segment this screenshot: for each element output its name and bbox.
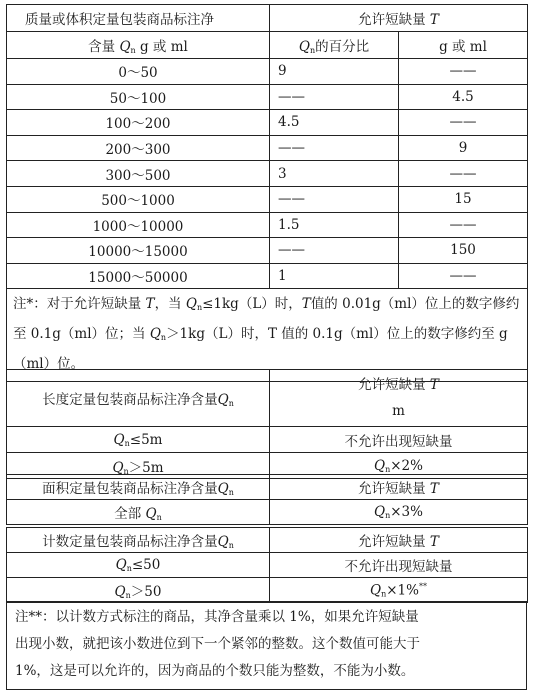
condition-text: ≤50: [131, 557, 161, 573]
t-symbol: T: [429, 534, 439, 550]
range-cell: 100～200: [7, 110, 270, 136]
value-text: ×3%: [390, 504, 423, 520]
table-row: [7, 553, 528, 578]
qn-subscript: n: [160, 333, 167, 343]
qn-subscript: n: [124, 438, 130, 448]
g-cell: 15: [399, 186, 528, 212]
g-cell: 4.5: [399, 84, 528, 110]
range-cell: 15000～50000: [7, 263, 270, 289]
count-rounding-note-box: [6, 601, 527, 690]
header-quantity-cell: [7, 5, 270, 32]
shortfall-label: 允许短缺量: [358, 534, 426, 550]
qn-symbol: Q: [370, 582, 382, 599]
table-row: [7, 186, 528, 212]
note-line: 1%，这是可以允许的，因为商品的个数只能为整数，不能为小数。: [15, 663, 415, 679]
length-header-label: 长度定量包装商品标注净含量: [42, 392, 218, 408]
condition-cell: [7, 500, 270, 525]
g-cell: ——: [399, 110, 528, 136]
subheader-g-cell: [399, 32, 528, 59]
value-cell: 不允许出现短缺量: [270, 553, 528, 578]
qn-symbol: Q: [113, 431, 125, 448]
subheader-percent-cell: [270, 32, 399, 59]
count-table: [6, 527, 528, 603]
range-cell: 300～500: [7, 161, 270, 187]
qn-symbol: Q: [217, 481, 229, 497]
header-shortfall-symbol: T: [429, 12, 439, 28]
qn-subscript: n: [126, 564, 132, 573]
range-cell: 0～50: [7, 59, 270, 85]
area-header-left: [7, 475, 270, 500]
value-cell: 不允许出现短缺量: [270, 427, 528, 453]
value-cell: [270, 500, 528, 525]
qn-symbol: Q: [374, 504, 386, 520]
rounding-note: [7, 289, 528, 382]
table-row: [7, 427, 528, 453]
note-line: 出现小数，就把该小数进位到下一个紧邻的整数。这个数值可能大于: [15, 636, 420, 652]
table-row: [7, 84, 528, 110]
subheader-percent-label: 的百分比: [315, 39, 370, 55]
area-header-right: [270, 475, 528, 500]
range-cell: 1000～10000: [7, 212, 270, 238]
t-symbol: T: [145, 296, 155, 313]
note-line: 注**：以计数方式标注的商品，其净含量乘以 1%，如果允许短缺量: [15, 609, 419, 625]
qn-symbol: Q: [217, 534, 229, 550]
mass-volume-table: [6, 4, 528, 382]
percent-cell: ——: [270, 238, 399, 264]
header-quantity-line2-cell: [7, 32, 270, 59]
g-cell: ——: [399, 59, 528, 85]
t-symbol: T: [301, 296, 311, 313]
percent-cell: 9: [270, 59, 399, 85]
length-table: [6, 369, 528, 479]
table-row: [7, 110, 528, 136]
header-quantity-line1: 质量或体积定量包装商品标注净: [25, 12, 214, 28]
qn-subscript: n: [385, 464, 391, 474]
qn-subscript: n: [309, 46, 316, 55]
qn-symbol: Q: [217, 392, 229, 408]
qn-symbol: Q: [112, 459, 124, 476]
condition-text: 全部: [114, 506, 142, 522]
shortfall-label: 允许短缺量: [358, 377, 426, 393]
qn-symbol: Q: [185, 296, 197, 313]
qn-subscript: n: [228, 399, 234, 408]
area-header-label: 面积定量包装商品标注净含量: [42, 481, 218, 497]
count-header-label: 计数定量包装商品标注净含量: [42, 534, 218, 550]
range-cell: 500～1000: [7, 186, 270, 212]
range-cell: 10000～15000: [7, 238, 270, 264]
header-shortfall-label: 允许短缺量: [358, 12, 426, 28]
range-cell: 200～300: [7, 135, 270, 161]
count-header-left: [7, 528, 270, 553]
table-row: [7, 161, 528, 187]
qn-subscript: n: [123, 466, 129, 476]
table-row: [7, 135, 528, 161]
qn-symbol: Q: [298, 39, 310, 55]
qn-subscript: n: [130, 46, 136, 55]
g-cell: 9: [399, 135, 528, 161]
t-symbol: T: [429, 377, 439, 393]
percent-cell: ——: [270, 84, 399, 110]
note-text: 注*：对于允许短缺量: [13, 296, 142, 313]
percent-cell: 1.5: [270, 212, 399, 238]
condition-text: ＞5m: [128, 459, 164, 476]
condition-text: ≤5m: [129, 431, 163, 448]
length-header-left: [7, 370, 270, 427]
range-cell: 50～100: [7, 84, 270, 110]
qn-symbol: Q: [149, 326, 161, 343]
qn-symbol: Q: [115, 557, 127, 573]
table-row: [7, 263, 528, 289]
header-quantity-unit: g 或 ml: [139, 39, 188, 55]
note-text: ≤1kg（L）时，: [202, 296, 302, 313]
t-symbol: T: [429, 481, 439, 497]
count-header-right: [270, 528, 528, 553]
table-row: [7, 238, 528, 264]
condition-cell: [7, 578, 270, 603]
qn-subscript: n: [196, 303, 203, 313]
g-cell: 150: [399, 238, 528, 264]
note-text: ＞1kg（L）时，T 值的 0.1g（ml）位上的数字修约至 g（ml）位。: [13, 326, 508, 373]
table-row: [7, 500, 528, 525]
table-row: [7, 59, 528, 85]
qn-subscript: n: [381, 589, 387, 599]
condition-text: ＞50: [130, 584, 162, 600]
value-text: ×2%: [390, 457, 423, 474]
qn-subscript: n: [125, 591, 131, 600]
note-text: 值的 0.01g（ml）位上的数字修约至 0.1g（ml）位；当: [13, 296, 520, 343]
length-header-right: [270, 370, 528, 427]
qn-subscript: n: [156, 513, 162, 522]
qn-symbol: Q: [374, 457, 386, 474]
condition-cell: [7, 553, 270, 578]
qn-symbol: Q: [145, 506, 157, 522]
g-cell: ——: [399, 263, 528, 289]
table-row: [7, 578, 528, 603]
header-shortfall-cell: [270, 5, 528, 32]
count-rounding-note: [7, 602, 527, 690]
subheader-g-label: g 或 ml: [439, 39, 487, 55]
qn-subscript: n: [385, 511, 391, 520]
header-quantity-prefix: 含量: [88, 39, 116, 55]
percent-cell: 3: [270, 161, 399, 187]
table-row: [7, 212, 528, 238]
value-text: ×1%: [386, 582, 419, 599]
qn-subscript: n: [228, 541, 234, 550]
value-cell: [270, 578, 528, 603]
g-cell: ——: [399, 161, 528, 187]
footnote-marker: **: [418, 581, 427, 591]
percent-cell: 1: [270, 263, 399, 289]
area-table: [6, 474, 528, 525]
qn-symbol: Q: [119, 39, 131, 55]
shortfall-label: 允许短缺量: [358, 481, 426, 497]
percent-cell: ——: [270, 135, 399, 161]
percent-cell: 4.5: [270, 110, 399, 136]
percent-cell: ——: [270, 186, 399, 212]
condition-cell: [7, 427, 270, 453]
g-cell: ——: [399, 212, 528, 238]
qn-symbol: Q: [114, 584, 126, 600]
note-text: ，当: [154, 296, 182, 313]
qn-subscript: n: [228, 488, 234, 497]
unit-label: m: [392, 403, 405, 419]
